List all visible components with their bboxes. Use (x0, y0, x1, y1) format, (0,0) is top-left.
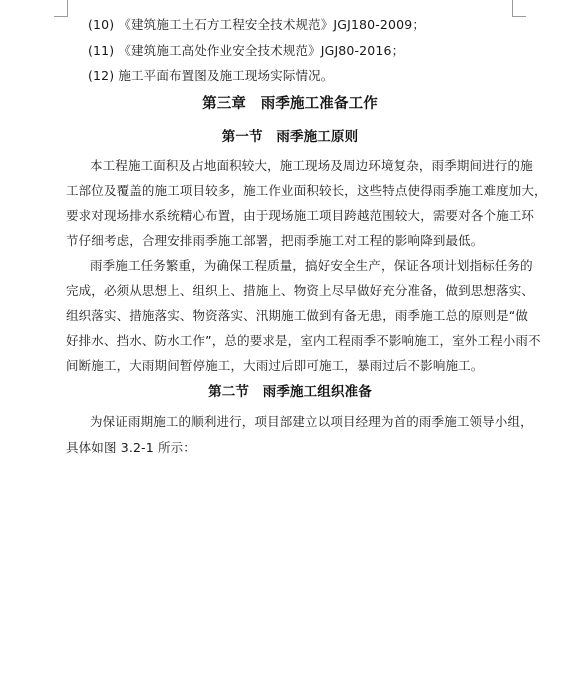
crop-mark-top-left-horizontal (54, 16, 68, 17)
paragraph-1-line-1: 本工程施工面积及占地面积较大，施工现场及周边环境复杂，雨季期间进行的施 (90, 158, 533, 173)
crop-mark-top-right-horizontal (512, 16, 526, 17)
section-title-1: 第一节 雨季施工原则 (221, 129, 359, 145)
list-item-11: (11) 《建筑施工高处作业安全技术规范》JGJ80-2016； (88, 43, 405, 58)
paragraph-1-line-3: 要求对现场排水系统精心布置，由于现场施工项目跨越范围较大，需要对各个施工环 (66, 208, 535, 223)
paragraph-3-line-2: 具体如图 3.2-1 所示： (66, 440, 196, 455)
paragraph-2-line-5: 间断施工，大雨期间暂停施工，大雨过后即可施工，暴雨过后不影响施工。 (66, 358, 484, 373)
paragraph-2-line-3: 组织落实、措施落实、物资落实、汛期施工做到有备无患，雨季施工总的原则是“做 (66, 308, 529, 323)
crop-mark-top-right-vertical (512, 0, 513, 16)
paragraph-1-line-4: 节仔细考虑，合理安排雨季施工部署，把雨季施工对工程的影响降到最低。 (66, 233, 484, 248)
paragraph-1-line-2: 工部位及覆盖的施工项目较多，施工作业面积较长，这些特点使得雨季施工难度加大， (66, 183, 547, 198)
paragraph-2-line-1: 雨季施工任务繁重，为确保工程质量，搞好安全生产，保证各项计划指标任务的 (90, 258, 533, 273)
crop-mark-top-left-vertical (67, 0, 68, 16)
paragraph-2-line-4: 好排水、挡水、防水工作”，总的要求是，室内工程雨季不影响施工，室外工程小雨不 (66, 333, 541, 348)
list-item-10: (10) 《建筑施工土石方工程安全技术规范》JGJ180-2009； (88, 17, 425, 32)
paragraph-2-line-2: 完成，必须从思想上、组织上、措施上、物资上尽早做好充分准备，做到思想落实、 (66, 283, 535, 298)
paragraph-3-line-1: 为保证雨期施工的顺利进行，项目部建立以项目经理为首的雨季施工领导小组， (90, 414, 533, 429)
chapter-title: 第三章 雨季施工准备工作 (202, 96, 378, 112)
section-title-2: 第二节 雨季施工组织准备 (208, 384, 372, 400)
list-item-12: (12) 施工平面布置图及施工现场实际情况。 (88, 68, 334, 83)
